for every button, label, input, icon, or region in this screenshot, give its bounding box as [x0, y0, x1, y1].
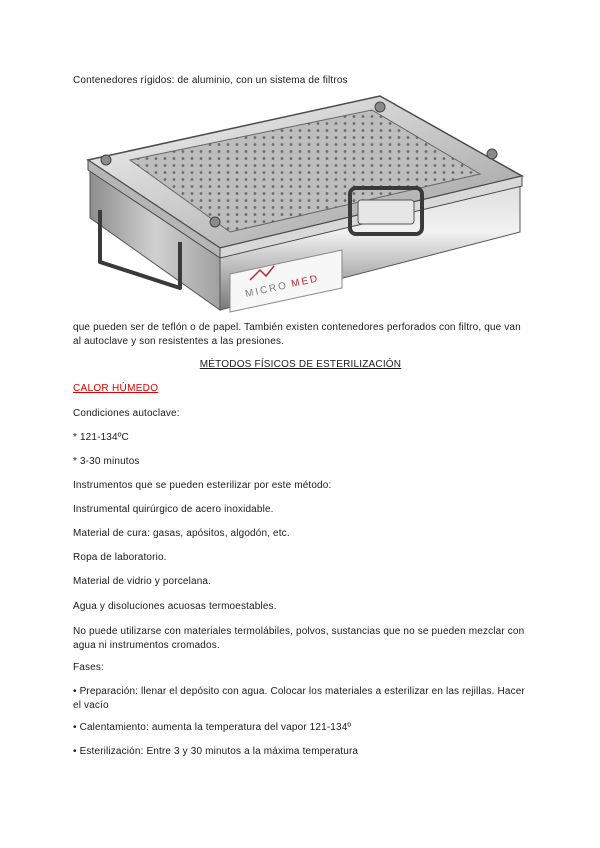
- phase-item: • Esterilización: Entre 3 y 30 minutos a la máxima temperatura: [73, 746, 359, 757]
- sterilization-container-image: [80, 92, 525, 318]
- intro-text: Contenedores rígidos: de aluminio, con un sistema de filtros: [73, 75, 348, 86]
- instrument-item: Agua y disoluciones acuosas termoestables.: [73, 601, 277, 612]
- instrument-item: Ropa de laboratorio.: [73, 552, 167, 563]
- warning-text: No puede utilizarse con materiales termolábiles, polvos, sustancias que no se pueden mezclar con agua ni instrumentos cromados.: [73, 626, 525, 651]
- section-heading: MÉTODOS FÍSICOS DE ESTERILIZACIÓN: [199, 359, 402, 370]
- brand-name-right: MED: [290, 273, 321, 290]
- instrument-item: Material de cura: gasas, apósitos, algodón, etc.: [73, 528, 290, 539]
- phase-item: • Preparación: llenar el depósito con agua. Colocar los materiales a esterilizar en las rejillas. Hacer el vacío: [73, 686, 525, 711]
- phases-heading: Fases:: [73, 662, 104, 673]
- section-title: CALOR HÚMEDO: [73, 383, 159, 394]
- conditions-text: Condiciones autoclave:: [73, 408, 180, 419]
- instrument-item: Material de vidrio y porcelana.: [73, 576, 212, 587]
- temperature-text: * 121-134ºC: [73, 432, 129, 443]
- after-image-text: que pueden ser de teflón o de papel. También existen contenedores perforados con filtro, que van al autoclave y son resistentes a las presiones.: [73, 322, 521, 347]
- instruments-intro-text: Instrumentos que se pueden esterilizar por este método:: [73, 480, 332, 491]
- time-text: * 3-30 minutos: [73, 456, 140, 467]
- instrument-item: Instrumental quirúrgico de acero inoxidable.: [73, 504, 274, 515]
- brand-name-left: MICRO: [244, 280, 290, 300]
- phase-item: • Calentamiento: aumenta la temperatura del vapor 121-134º: [73, 722, 352, 733]
